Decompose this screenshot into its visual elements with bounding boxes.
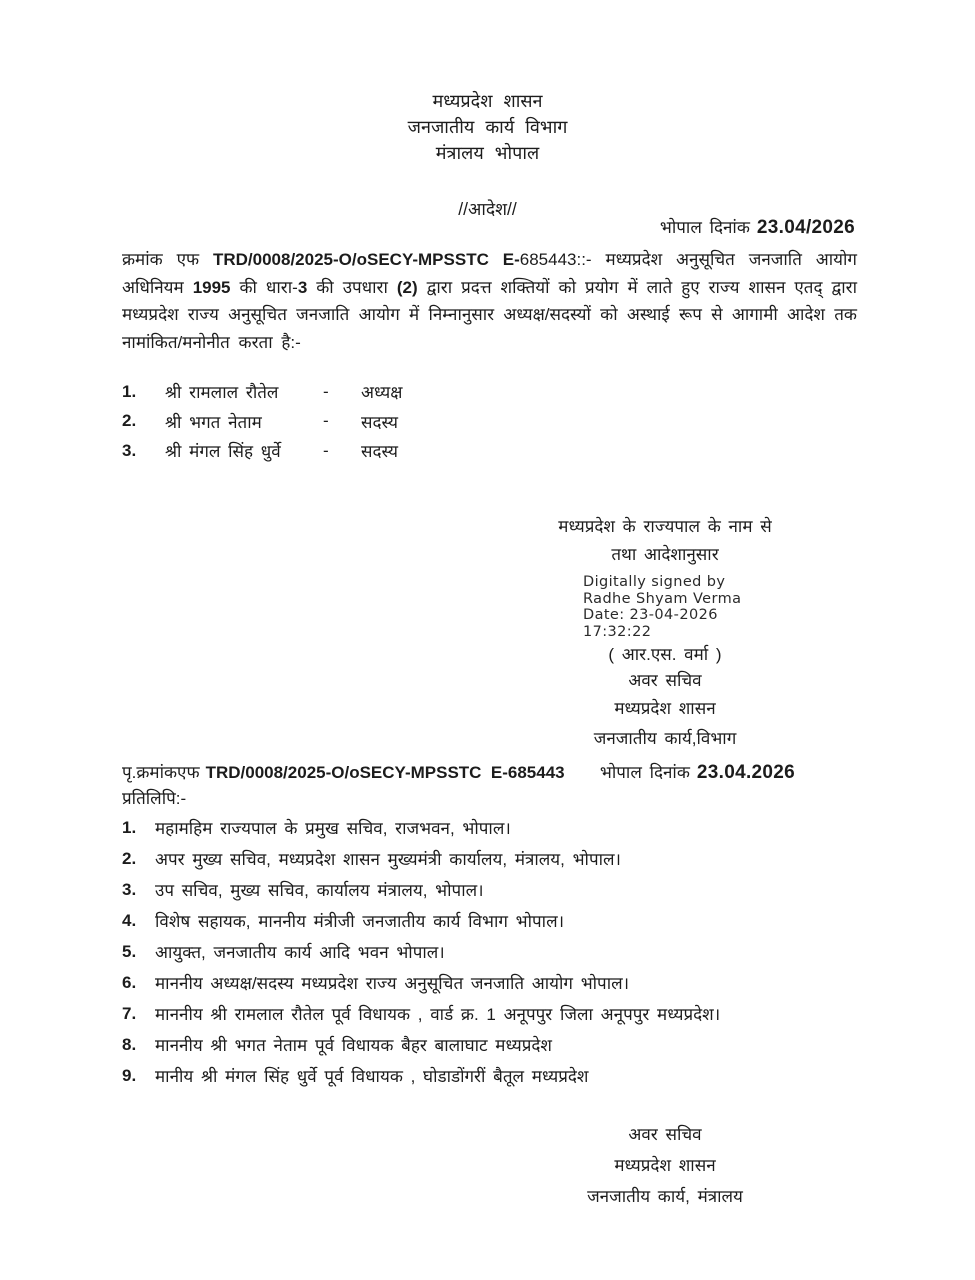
list-item: [122, 936, 862, 967]
member-number: 2.: [122, 411, 137, 431]
signatory-designation: अवर सचिव: [628, 671, 702, 690]
digital-signature-line: Digitally signed by: [583, 574, 726, 590]
order-heading: //आदेश//: [458, 199, 517, 219]
subsection-number: (2): [396, 277, 418, 297]
act-year: 1995: [192, 277, 231, 297]
member-number: 3.: [122, 440, 137, 460]
copy-number: 8.: [122, 1034, 137, 1054]
order-efile-number: 685443::-: [519, 250, 606, 269]
endorsement-date-value: 23.04.2026: [696, 762, 795, 783]
list-item: [122, 407, 642, 437]
signatory-name: ( आर.एस. वर्मा ): [608, 645, 722, 664]
footer-signature-block: [490, 1119, 840, 1212]
copy-number: 3.: [122, 879, 137, 899]
member-role: अध्यक्ष: [361, 383, 403, 403]
order-paragraph: [122, 246, 857, 356]
footer-government: मध्यप्रदेश शासन: [614, 1156, 716, 1175]
copy-recipient: विशेष सहायक, माननीय मंत्रीजी जनजातीय कार्य विभाग भोपाल।: [155, 912, 565, 931]
issue-date-value: 23.04/2026: [756, 217, 855, 238]
copy-recipient: अपर मुख्य सचिव, मध्यप्रदेश शासन मुख्यमंत्री कार्यालय, मंत्रालय, भोपाल।: [155, 850, 621, 869]
appointee-list: [122, 377, 642, 466]
letterhead: [0, 88, 975, 166]
endorsement-left: [122, 760, 565, 786]
copy-recipient: महामहिम राज्यपाल के प्रमुख सचिव, राजभवन, भोपाल।: [155, 819, 511, 838]
letterhead-place: मंत्रालय भोपाल: [435, 143, 540, 163]
endorsement-reference-number: TRD/0008/2025-O/oSECY-MPSSTC E-685443: [205, 763, 565, 782]
issue-place-label: भोपाल दिनांक: [659, 218, 750, 237]
copy-number: 4.: [122, 910, 137, 930]
order-reference-number: TRD/0008/2025-O/oSECY-MPSSTC E-: [212, 250, 520, 269]
copy-recipient: माननीय श्री रामलाल रौतेल पूर्व विधायक , वार्ड क्र. 1 अनूपपुर जिला अनूपपुर मध्यप्रदेश।: [155, 1005, 721, 1024]
list-item: [122, 436, 642, 466]
list-item: [122, 843, 862, 874]
copy-recipient: माननीय अध्यक्ष/सदस्य मध्यप्रदेश राज्य अनुसूचित जनजाति आयोग भोपाल।: [155, 974, 630, 993]
section-number: 3: [297, 277, 308, 297]
list-item: [122, 377, 642, 407]
issue-date-line: [122, 215, 855, 241]
copy-number: 7.: [122, 1003, 137, 1023]
digital-signature-time: 17:32:22: [583, 623, 652, 640]
member-role: सदस्य: [361, 412, 398, 432]
on-behalf-line: मध्यप्रदेश के राज्यपाल के नाम से: [558, 517, 772, 536]
copy-number: 2.: [122, 848, 137, 868]
list-item: [122, 1029, 862, 1060]
list-item: [122, 998, 862, 1029]
endorsement-right: [600, 760, 795, 786]
signature-block: [490, 514, 840, 751]
copy-recipient: मानीय श्री मंगल सिंह धुर्वे पूर्व विधायक , घोडाडोंगरीं बैतूल मध्यप्रदेश: [155, 1067, 589, 1086]
member-name: श्री मंगल सिंह धुर्वे: [165, 442, 281, 462]
order-number-label: क्रमांक एफ: [122, 250, 213, 269]
digital-signature-date: Date: 23-04-2026: [583, 607, 718, 623]
list-item: [122, 967, 862, 998]
member-dash: -: [323, 440, 329, 460]
list-item: [122, 874, 862, 905]
copy-number: 1.: [122, 817, 137, 837]
order-body-text-2: की धारा-: [230, 277, 298, 297]
letterhead-government: मध्यप्रदेश शासन: [432, 91, 543, 111]
member-name: श्री रामलाल रौतेल: [165, 383, 279, 403]
order-body-text-4: द्वारा प्रदत्त शक्तियों को प्रयोग में लाते हुए राज्य शासन एतद् द्वारा मध्यप्रदेश राज्य अनुसूचित जनजाति आयोग में निम्नानुसार अध्यक्ष/सदस्यों को अस्थाई रूप से आगामी आदेश तक नामांकित/मनोनीत करता है:-: [122, 277, 857, 352]
member-dash: -: [323, 411, 329, 431]
order-body-text-3: की उपधारा: [307, 277, 397, 297]
copy-recipient: माननीय श्री भगत नेताम पूर्व विधायक बैहर बालाघाट मध्यप्रदेश: [155, 1036, 552, 1055]
footer-designation: अवर सचिव: [628, 1125, 702, 1144]
digital-signature-name: Radhe Shyam Verma: [583, 590, 742, 607]
letterhead-department: जनजातीय कार्य विभाग: [407, 117, 568, 137]
footer-department: जनजातीय कार्य, मंत्रालय: [587, 1187, 743, 1206]
signatory-department: जनजातीय कार्य,विभाग: [593, 729, 737, 748]
endorsement-place-label: भोपाल दिनांक: [599, 763, 690, 782]
list-item: [122, 905, 862, 936]
member-role: सदस्य: [361, 442, 398, 462]
copy-to-label: प्रतिलिपि:-: [122, 789, 187, 808]
member-name: श्री भगत नेताम: [165, 412, 262, 432]
member-dash: -: [323, 381, 329, 401]
copy-number: 9.: [122, 1065, 137, 1085]
copy-recipient: उप सचिव, मुख्य सचिव, कार्यालय मंत्रालय, भोपाल।: [155, 881, 484, 900]
copy-recipient-list: [122, 812, 862, 1091]
order-body-text-1: मध्यप्रदेश अनुसूचित जनजाति आयोग अधिनियम: [122, 250, 858, 297]
as-ordered-line: तथा आदेशानुसार: [611, 545, 719, 564]
endorsement-prefix: पृ.क्रमांकएफ: [122, 763, 200, 782]
copy-recipient: आयुक्त, जनजातीय कार्य आदि भवन भोपाल।: [155, 943, 445, 962]
endorsement-line: [122, 760, 857, 786]
digital-signature: [583, 574, 840, 640]
list-item: [122, 812, 862, 843]
signatory-government: मध्यप्रदेश शासन: [614, 699, 716, 718]
copy-number: 6.: [122, 972, 137, 992]
member-number: 1.: [122, 381, 137, 401]
copy-number: 5.: [122, 941, 137, 961]
list-item: [122, 1060, 862, 1091]
